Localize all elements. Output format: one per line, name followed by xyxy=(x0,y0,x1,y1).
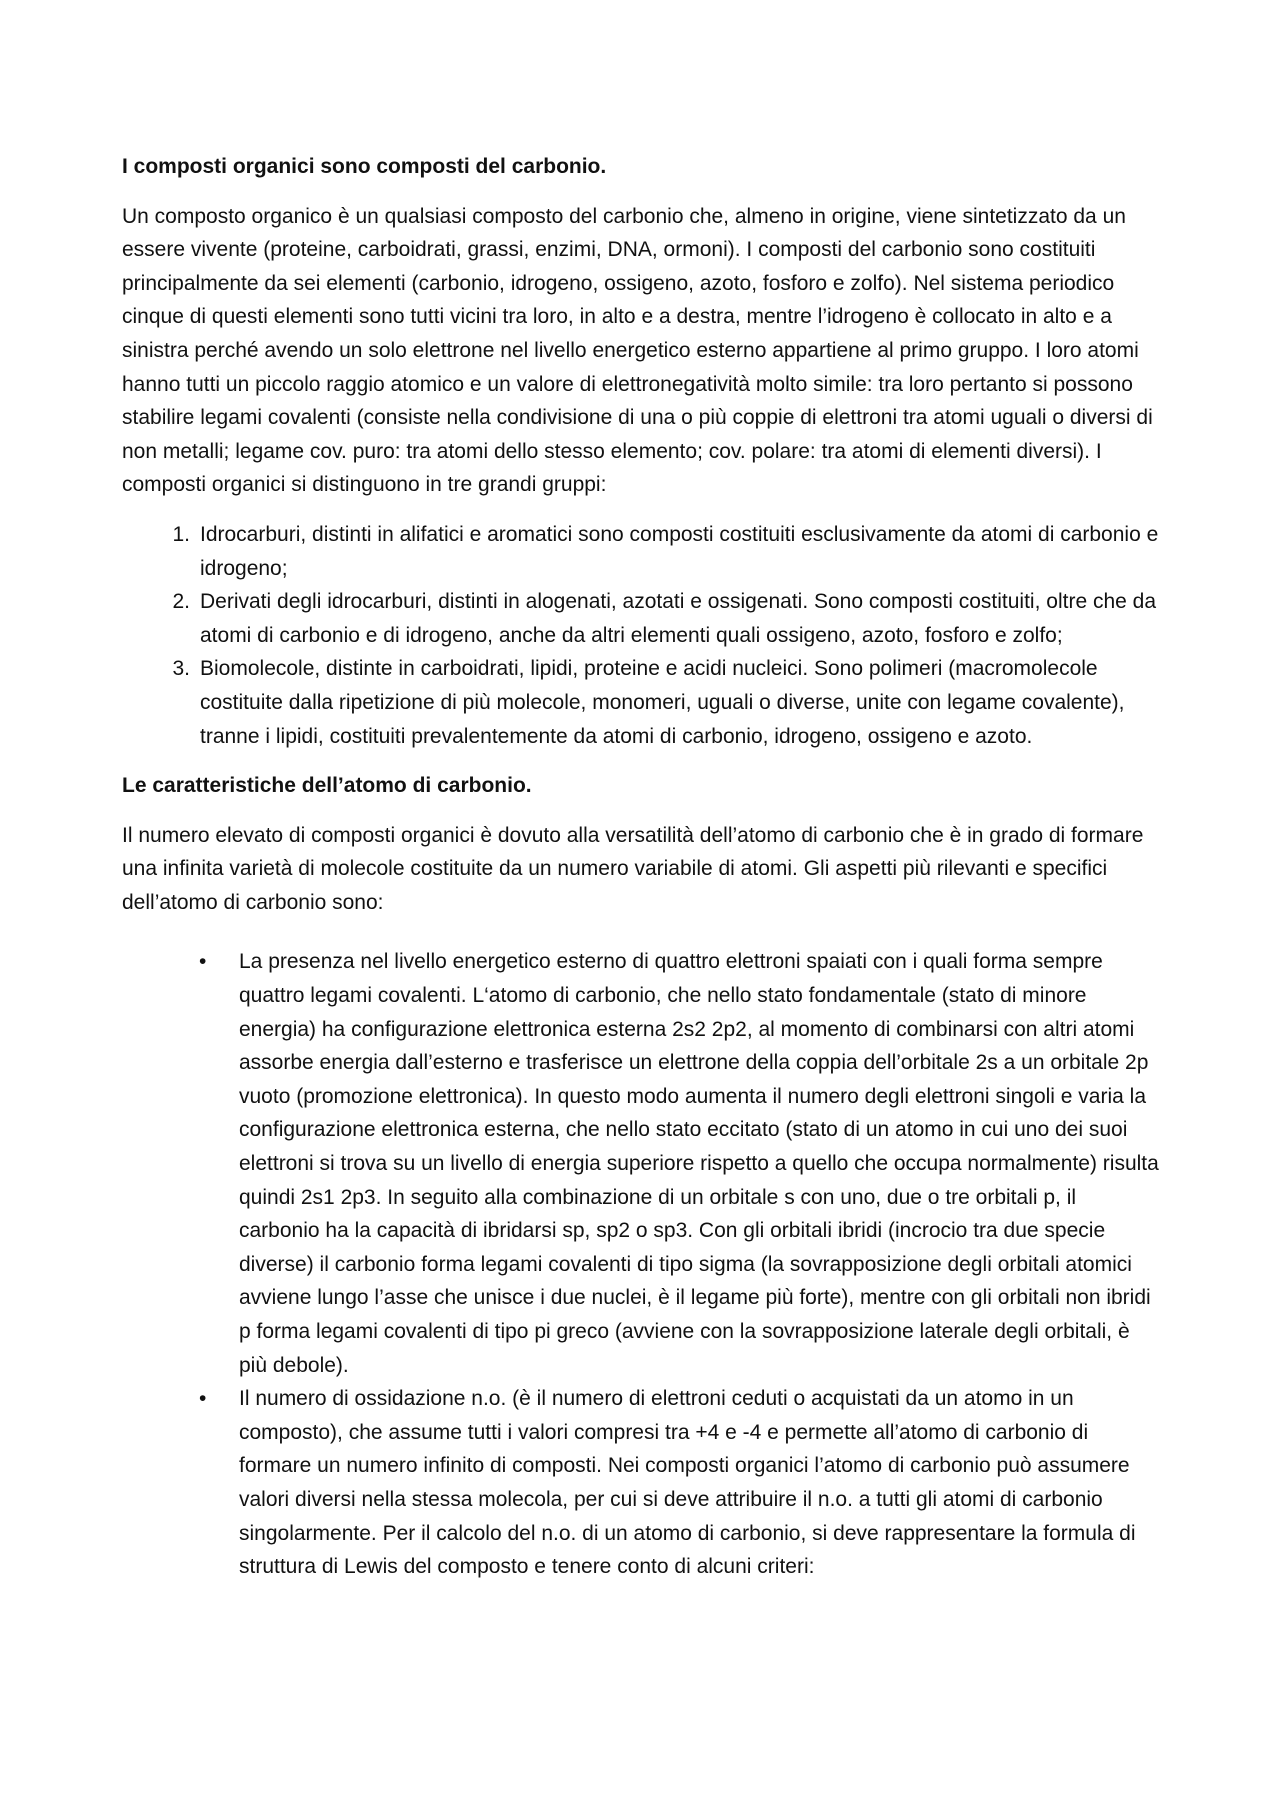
bullet-list-aspetti xyxy=(122,945,1162,1583)
list-item-text: La presenza nel livello energetico esterno di quattro elettroni spaiati con i quali forma sempre quattro legami covalenti. L‘atomo di carbonio, che nello stato fondamentale (stato di minore energia) ha configurazione elettronica esterna 2s2 2p2, al momento di combinarsi con altri atomi assorbe energia dall’esterno e trasferisce un elettrone della coppia dell’orbitale 2s a un orbitale 2p vuoto (promozione elettronica). In questo modo aumenta il numero degli elettroni singoli e varia la configurazione elettronica esterna, che nello stato eccitato (stato di un atomo in cui uno dei suoi elettroni si trova su un livello di energia superiore rispetto a quello che occupa normalmente) risulta quindi 2s1 2p3. In seguito alla combinazione di un orbitale s con uno, due o tre orbitali p, il carbonio ha la capacità di ibridarsi sp, sp2 o sp3. Con gli orbitali ibridi (incrocio tra due specie diverse) il carbonio forma legami covalenti di tipo sigma (la sovrapposizione degli orbitali atomici avviene lungo l’asse che unisce i due nuclei, è il legame più forte), mentre con gli orbitali non ibridi p forma legami covalenti di tipo pi greco (avviene con la sovrapposizione laterale degli orbitali, è più debole). xyxy=(239,950,1159,1377)
numbered-list-gruppi xyxy=(122,518,1162,753)
bullet-icon: • xyxy=(199,1387,207,1411)
bullet-icon: • xyxy=(199,950,207,974)
list-number: 2. xyxy=(172,590,190,614)
list-item xyxy=(172,518,1162,585)
list-item xyxy=(199,945,1162,1382)
paragraph-versatilita: Il numero elevato di composti organici è dovuto alla versatilità dell’atomo di carbonio che è in grado di formare una infinita varietà di molecole costituite da un numero variabile di atomi. Gli aspetti più rilevanti e specifici dell’atomo di carbonio sono: xyxy=(122,823,1144,914)
list-item-text: Derivati degli idrocarburi, distinti in alogenati, azotati e ossigenati. Sono composti costituiti, oltre che da atomi di carbonio e di idrogeno, anche da altri elementi quali ossigeno, azoto, fosforo e zolfo; xyxy=(200,590,1157,647)
list-item xyxy=(172,652,1162,753)
list-item xyxy=(172,585,1162,652)
paragraph-intro: Un composto organico è un qualsiasi composto del carbonio che, almeno in origine, viene sintetizzato da un essere vivente (proteine, carboidrati, grassi, enzimi, DNA, ormoni). I composti del carbonio sono costituiti principalmente da sei elementi (carbonio, idrogeno, ossigeno, azoto, fosforo e zolfo). Nel sistema periodico cinque di questi elementi sono tutti vicini tra loro, in alto e a destra, mentre l’idrogeno è collocato in alto e a sinistra perché avendo un solo elettrone nel livello energetico esterno appartiene al primo gruppo. I loro atomi hanno tutti un piccolo raggio atomico e un valore di elettronegatività molto simile: tra loro pertanto si possono stabilire legami covalenti (consiste nella condivisione di una o più coppie di elettroni tra atomi uguali o diversi di non metalli; legame cov. puro: tra atomi dello stesso elemento; cov. polare: tra atomi di elementi diversi). I composti organici si distinguono in tre grandi gruppi: xyxy=(122,204,1153,497)
list-number: 3. xyxy=(172,657,190,681)
list-item xyxy=(199,1382,1162,1584)
list-item-text: Idrocarburi, distinti in alifatici e aromatici sono composti costituiti esclusivamente da atomi di carbonio e idrogeno; xyxy=(200,522,1159,580)
list-item-text: Il numero di ossidazione n.o. (è il numero di elettroni ceduti o acquistati da un atomo in un composto), che assume tutti i valori compresi tra +4 e -4 e permette all’atomo di carbonio di formare un numero infinito di composti. Nei composti organici l’atomo di carbonio può assumere valori diversi nella stessa molecola, per cui si deve attribuire il n.o. a tutti gli atomi di carbonio singolarmente. Per il calcolo del n.o. di un atomo di carbonio, si deve rappresentare la formula di struttura di Lewis del composto e tenere conto di alcuni criteri: xyxy=(239,1387,1136,1579)
section-heading-atomo-carbonio: Le caratteristiche dell’atomo di carbonio. xyxy=(122,774,532,798)
list-number: 1. xyxy=(172,522,190,546)
section-heading-composti-organici: I composti organici sono composti del carbonio. xyxy=(122,155,607,178)
list-item-text: Biomolecole, distinte in carboidrati, lipidi, proteine e acidi nucleici. Sono polimeri (macromolecole costituite dalla ripetizione di più molecole, monomeri, uguali o diverse, unite con legame covalente), tranne i lipidi, costituiti prevalentemente da atomi di carbonio, idrogeno, ossigeno e azoto. xyxy=(200,657,1125,748)
